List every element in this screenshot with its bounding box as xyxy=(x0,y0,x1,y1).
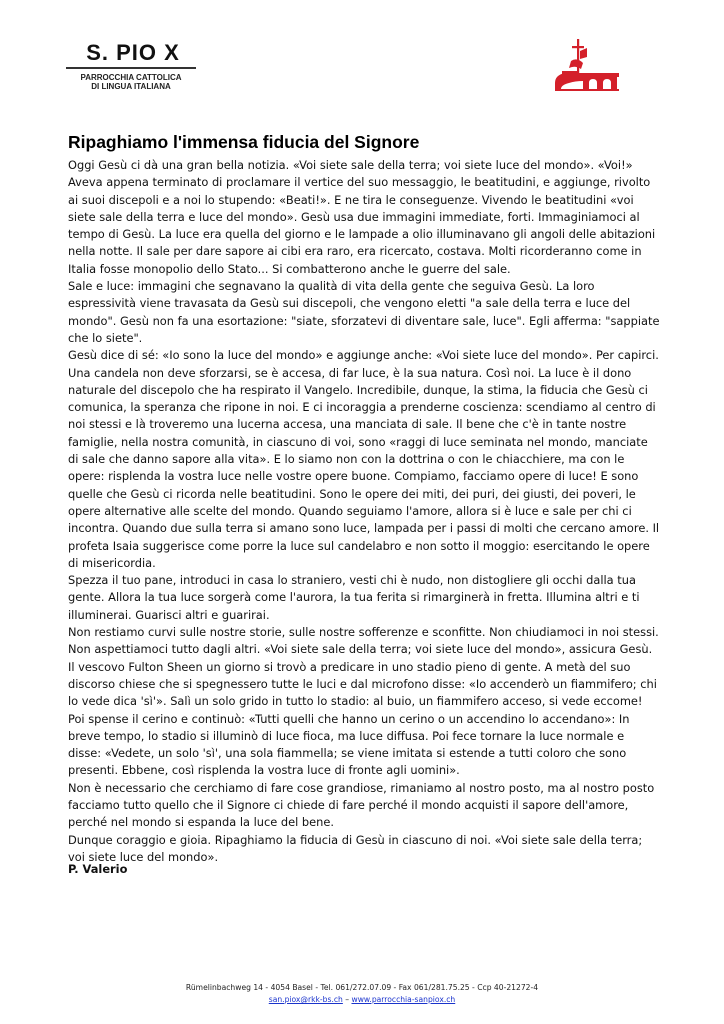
article-paragraph: Spezza il tuo pane, introduci in casa lo straniero, vesti chi è nudo, non distogliere gli occhi dalla tua gente. Allora la tua luce sorgerà come l'aurora, la tua ferita si rimarginerà in fretta. Illumina altri e ti illuminerai. Guarisci altri e guarirai. xyxy=(68,573,640,622)
article-paragraph: Sale e luce: immagini che segnavano la qualità di vita della gente che seguiva Gesù. La loro espressività viene travasata da Gesù sui discepoli, che vengono eletti "a sale della terra e luce del mondo". Gesù non fa una esortazione: "siate, sforzatevi di diventare sale, luce". Egli afferma: "sappiate che lo siete". xyxy=(68,279,660,345)
logo-title: S. PIO X xyxy=(86,40,180,65)
article-paragraph: Dunque coraggio e gioia. Ripaghiamo la fiducia di Gesù in ciascuno di noi. «Voi siete sale della terra; voi siete luce del mondo». xyxy=(68,832,643,864)
parish-logo xyxy=(66,42,196,92)
email-link[interactable]: san.piox@rkk-bs.ch xyxy=(268,995,343,1004)
article-paragraph: Non restiamo curvi sulle nostre storie, sulle nostre sofferenze e sconfitte. Non chiudiamoci in noi stessi. Non aspettiamoci tutto dagli altri. «Voi siete sale della terra; voi siete luce del mondo», assicura Gesù. xyxy=(68,625,659,657)
logo-subtitle-1: PARROCCHIA CATTOLICA xyxy=(80,73,182,82)
footer-separator: – xyxy=(342,995,352,1004)
parish-emblem-icon xyxy=(553,37,623,93)
article-paragraph: Non è necessario che cerchiamo di fare cose grandiose, rimaniamo al nostro posto, ma al nostro posto facciamo tutto quello che il Signore ci chiede di fare perché il mondo acquisti il sapore dell'amore, perché nel mondo si espanda la luce del bene. xyxy=(68,780,655,830)
logo-divider xyxy=(66,67,196,69)
article-author: P. Valerio xyxy=(68,862,128,876)
footer-contacts xyxy=(0,994,724,1005)
footer-address: Rümelinbachweg 14 - 4054 Basel - Tel. 061/272.07.09 - Fax 061/281.75.25 - Ccp 40-21272-4 xyxy=(185,983,539,992)
article-title: Ripaghiamo l'immensa fiducia del Signore xyxy=(68,132,420,152)
article-paragraph: Oggi Gesù ci dà una gran bella notizia. «Voi siete sale della terra; voi siete luce del mondo». «Voi!» Aveva appena terminato di proclamare il vertice del suo messaggio, le beatitudini, e aggiunge, rivolto ai suoi discepoli e a noi lo stupendo: «Beati!». E ne tira le conseguenze. Vivendo le beatitudini «voi siete sale della terra e luce del mondo». Gesù usa due immagini immediate, forti. Immaginiamoci al tempo di Gesù. La luce era quella del giorno e le lampade a olio illuminavano gli angoli delle abitazioni nella notte. Il sale per dare sapore ai cibi era raro, era ricercato, costava. Molti ricorderanno come in Italia fosse monopolio dello Stato... Si combatterono anche le guerre del sale. xyxy=(68,158,656,276)
article-paragraph: Il vescovo Fulton Sheen un giorno si trovò a predicare in uno stadio pieno di gente. A metà del suo discorso chiese che si spegnessero tutte le luci e dal microfono disse: «Io accenderò un fiammifero; chi lo vede dica 'sì'». Salì un solo grido in tutto lo stadio: al buio, un fiammifero acceso, si vede eccome! Poi spense il cerino e continuò: «Tutti quelli che hanno un cerino o un accendino lo accendano»: In breve tempo, lo stadio si illuminò di luce fioca, ma luce diffusa. Poi fece tornare la luce normale e disse: «Vedete, un solo 'sì', una sola fiammella; se viene imitata si estende a tutti coloro che sono presenti. Ebbene, così risplenda la vostra luce di fronte agli uomini». xyxy=(68,659,657,778)
article-paragraph: Gesù dice di sé: «Io sono la luce del mondo» e aggiunge anche: «Voi siete luce del mondo». Per capirci. Una candela non deve sforzarsi, se è accesa, di far luce, è la sua natura. Così noi. La luce è il dono naturale del discepolo che ha respirato il Vangelo. Incredibile, dunque, la stima, la fiducia che Gesù ci comunica, la speranza che ripone in noi. E ci incoraggia a prenderne coscienza: scendiamo al centro di noi stessi e là troveremo una lucerna accesa, una manciata di sale. Il bene che c'è in tante nostre famiglie, nella nostra comunità, in ciascuno di voi, sono «raggi di luce seminata nel mondo, manciate di sale che danno sapore alla vita». E lo siamo non con la dottrina o con le chiacchiere, ma con le opere: risplenda la vostra luce nelle vostre opere buone. Compiamo, facciamo opere di luce! E sono quelle che Gesù ci ricorda nelle beatitudini. Sono le opere dei miti, dei puri, dei giusti, dei poveri, le opere alternative alle scelte del mondo. Quando seguiamo l'amore, allora si è luce e sale per chi ci incontra. Quando due sulla terra si amano sono luce, lampada per i passi di molti che cercano amore. Il profeta Isaia suggerisce come porre la luce sul candelabro e non sotto il moggio: esercitando le opere di misericordia. xyxy=(68,348,660,570)
website-link[interactable]: www.parrocchia-sanpiox.ch xyxy=(351,995,456,1004)
logo-subtitle-2: DI LINGUA ITALIANA xyxy=(91,82,171,91)
article-body xyxy=(68,157,660,866)
